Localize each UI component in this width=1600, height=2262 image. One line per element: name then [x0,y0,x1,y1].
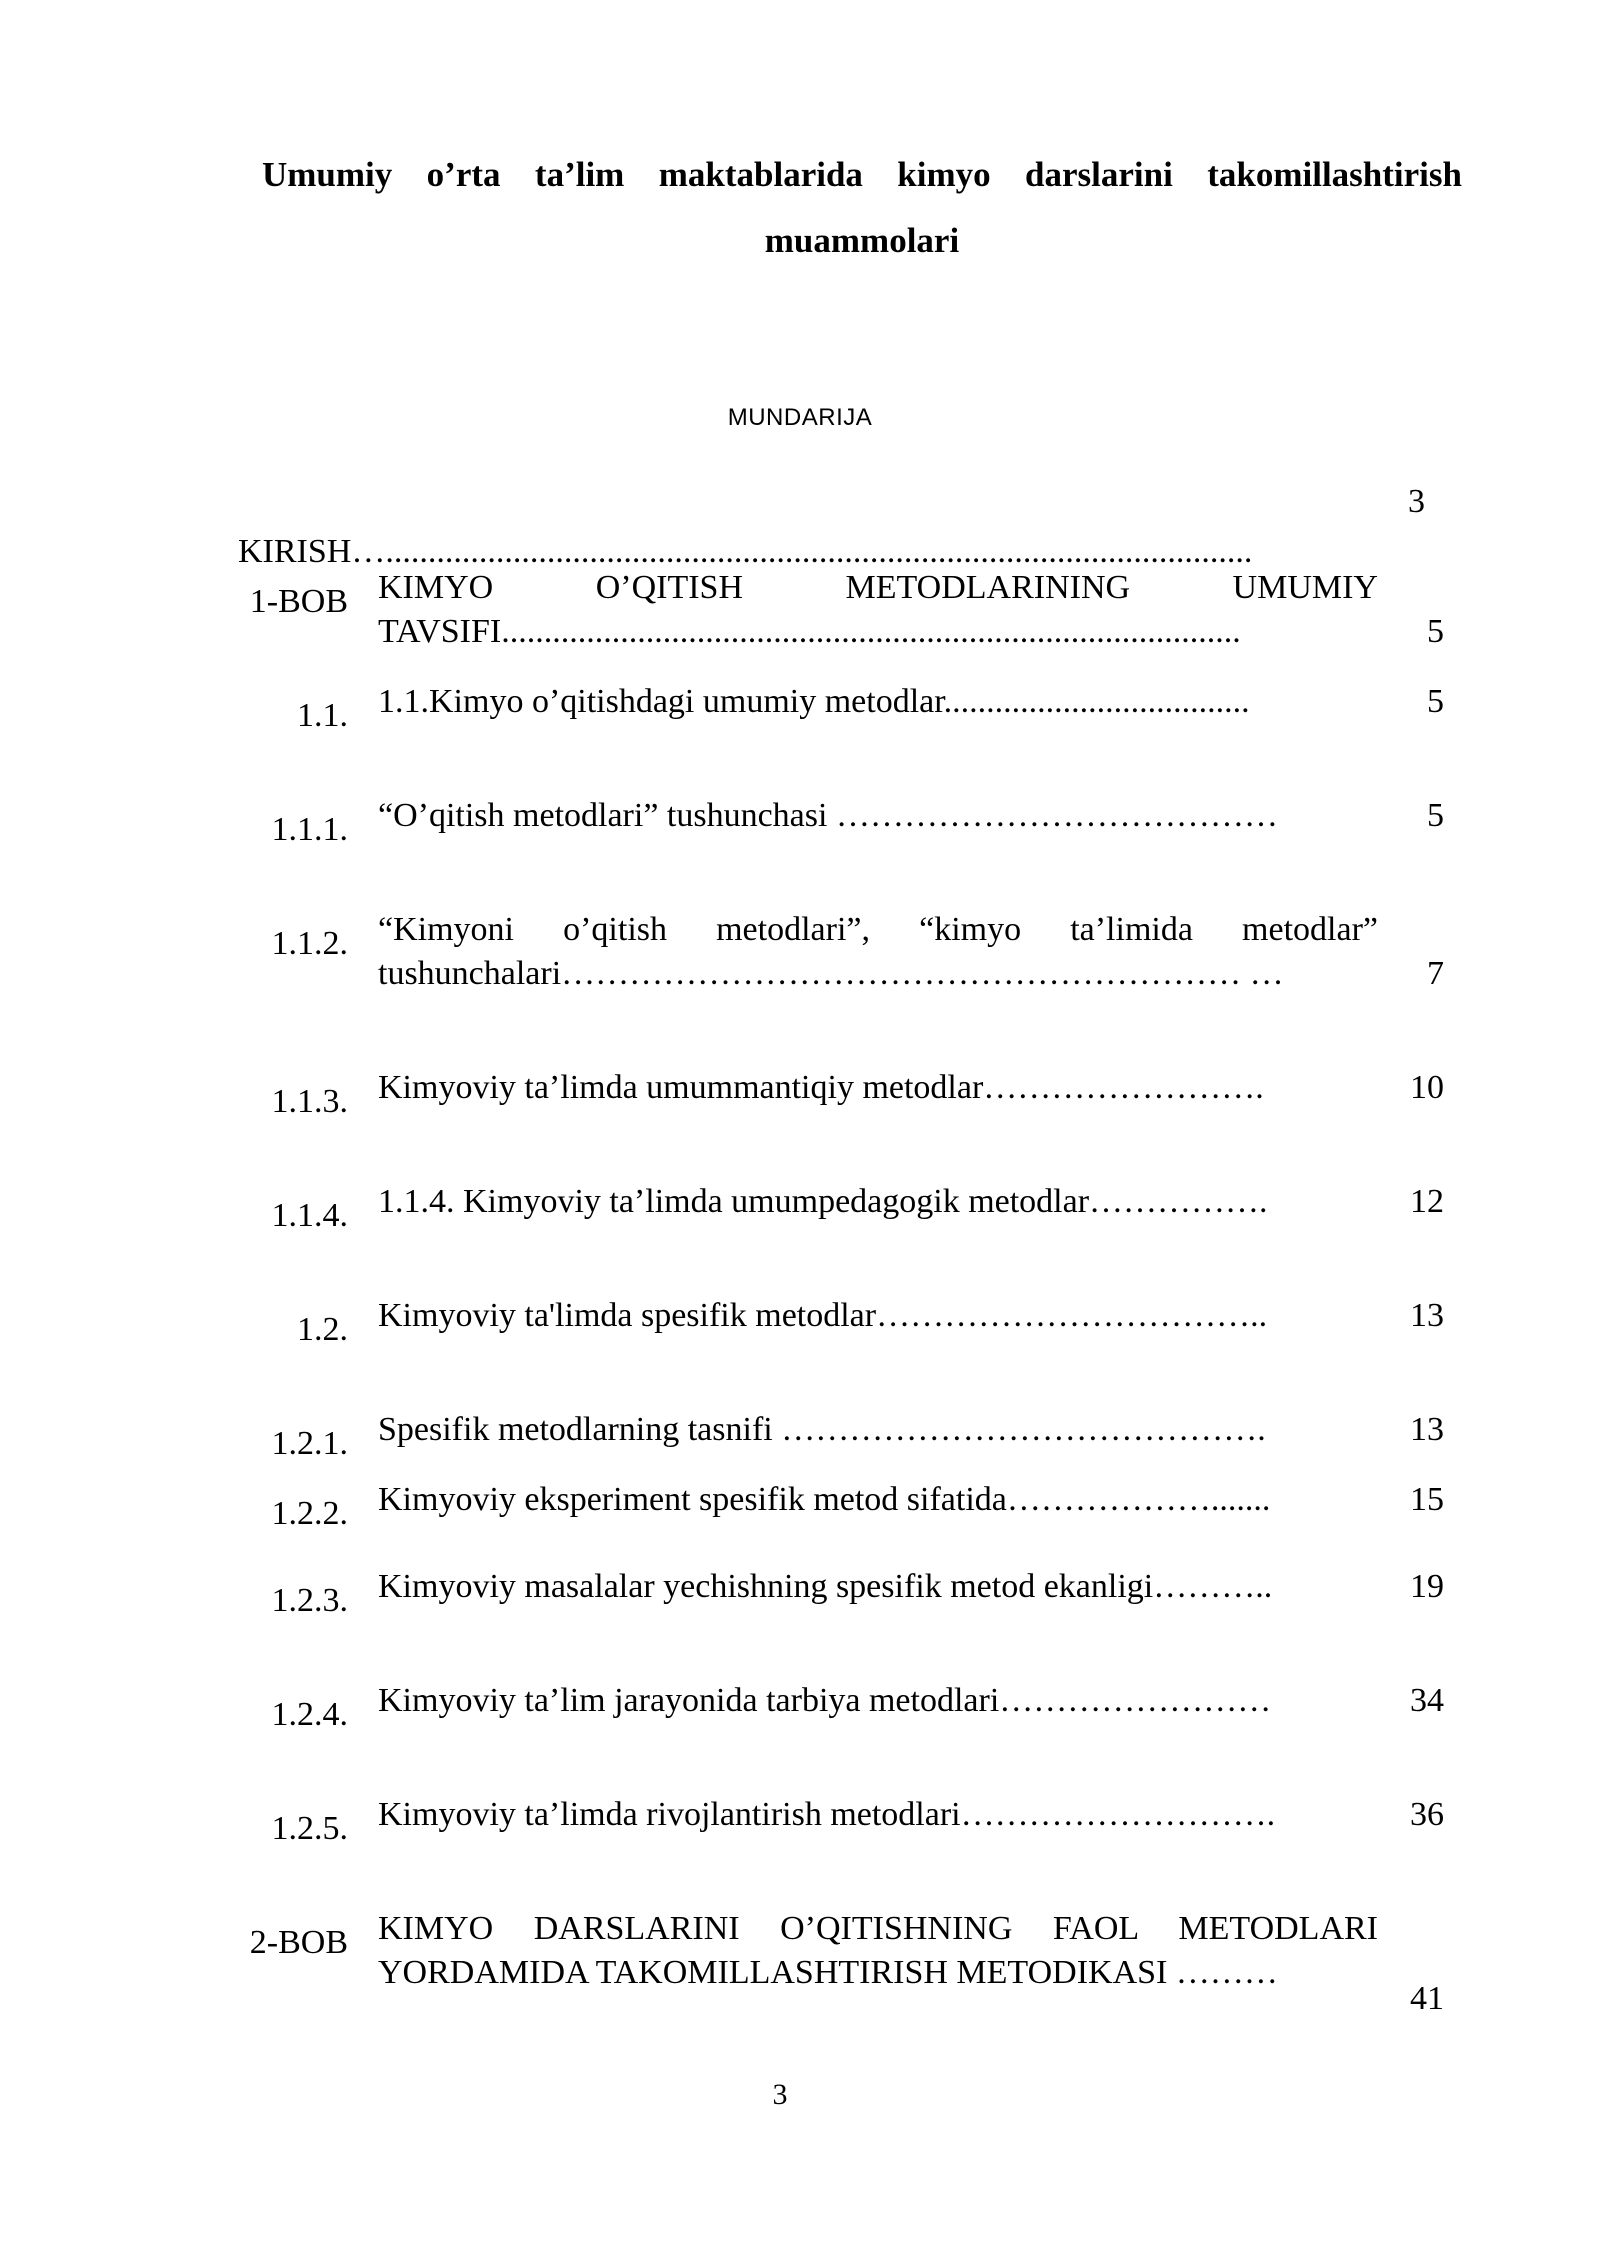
toc-entry-number: 1.1.3. [271,1083,348,1120]
toc-entry-page: 5 [1427,797,1444,834]
toc-entry-title: Kimyoviy ta’limda umummantiqiy metodlar……………………. [378,1069,1264,1106]
toc-entry [238,1180,1448,1238]
toc-entry [238,566,1448,654]
toc-entry-title: Kimyoviy ta’limda rivojlantirish metodlari………………………. [378,1796,1276,1833]
toc-entry-page: 5 [1427,683,1444,720]
toc-entry-page: 5 [1427,613,1444,650]
toc-entry-number: 1.2.5. [271,1810,348,1847]
toc-entry-title: 1.1.Kimyo o’qitishdagi umumiy metodlar.................................... [378,683,1250,720]
toc-entry-number: 1.2.2. [271,1495,348,1532]
toc-entry [238,1408,1448,1466]
toc-entry [238,1294,1448,1352]
toc-entry-number: 1.1.4. [271,1197,348,1234]
toc-entry [238,1679,1448,1737]
toc-entry-title: Kimyoviy ta'limda spesifik metodlar…………………………….. [378,1297,1268,1334]
toc-entry-page: 12 [1410,1183,1444,1220]
document-title: Umumiy o’rta ta’lim maktablarida kimyo darslarini takomillashtirish muammolari [262,155,1462,260]
toc-entry [238,680,1448,738]
page-number: 3 [772,2078,788,2111]
toc-entry-number: 1.2. [297,1311,348,1348]
toc-entry-title: Kimyoviy ta’lim jarayonida tarbiya metodlari…………………… [378,1682,1272,1719]
toc-entry [238,1793,1448,1851]
toc-entry-page: 36 [1410,1796,1444,1833]
toc-entry-title: 1.1.4. Kimyoviy ta’limda umumpedagogik metodlar……………. [378,1183,1268,1220]
toc-entry-number: 1.1. [297,697,348,734]
toc-intro-text: KIRISH…...................................................................................................... [238,533,1253,570]
toc-entry [238,794,1448,852]
toc-entry-title: KIMYO DARSLARINI O’QITISHNING FAOL METODLARI YORDAMIDA TAKOMILLASHTIRISH METODIKASI ……… [378,1910,1378,1991]
toc-entry [238,908,1448,996]
toc-entry-page: 13 [1410,1411,1444,1448]
toc-entry-number: 1.1.2. [271,925,348,962]
toc-entry-page: 7 [1427,955,1444,992]
toc-entry-page: 41 [1410,1980,1444,2017]
toc-entry-number: 1.1.1. [271,811,348,848]
toc-entry-page: 13 [1410,1297,1444,1334]
toc-entry [238,1478,1448,1536]
toc-entry-number: 2-BOB [249,1924,348,1961]
toc-entry [238,1066,1448,1124]
toc-entry-title: Kimyoviy eksperiment spesifik metod sifatida………………....... [378,1481,1271,1518]
toc-entry-number: 1.2.1. [271,1425,348,1462]
toc-entry-title: KIMYO O’QITISH METODLARINING UMUMIY TAVSIFI....................................................................................... [378,569,1378,650]
toc-entry-title: Spesifik metodlarning tasnifi ……………………………………. [378,1411,1266,1448]
toc-entry-number: 1.2.4. [271,1696,348,1733]
toc-heading: MUNDARIJA [727,404,873,431]
toc-entry-page: 34 [1410,1682,1444,1719]
toc-entry-number: 1.2.3. [271,1582,348,1619]
toc-entry [238,1907,1448,2021]
toc-intro-page: 3 [1408,483,1425,520]
toc-entry [238,1565,1448,1623]
toc-entry-title: “O’qitish metodlari” tushunchasi ………………………………… [378,797,1278,834]
toc-entry-title: “Kimyoni o’qitish metodlari”, “kimyo ta’limida metodlar” tushunchalari…………………………………………………… … [378,911,1378,992]
toc-entry-title: Kimyoviy masalalar yechishning spesifik metod ekanligi……….. [378,1568,1273,1605]
toc-entry-page: 19 [1410,1568,1444,1605]
toc-entry-page: 15 [1410,1481,1444,1518]
toc-entry-number: 1-BOB [249,583,348,620]
toc-entry-page: 10 [1410,1069,1444,1106]
